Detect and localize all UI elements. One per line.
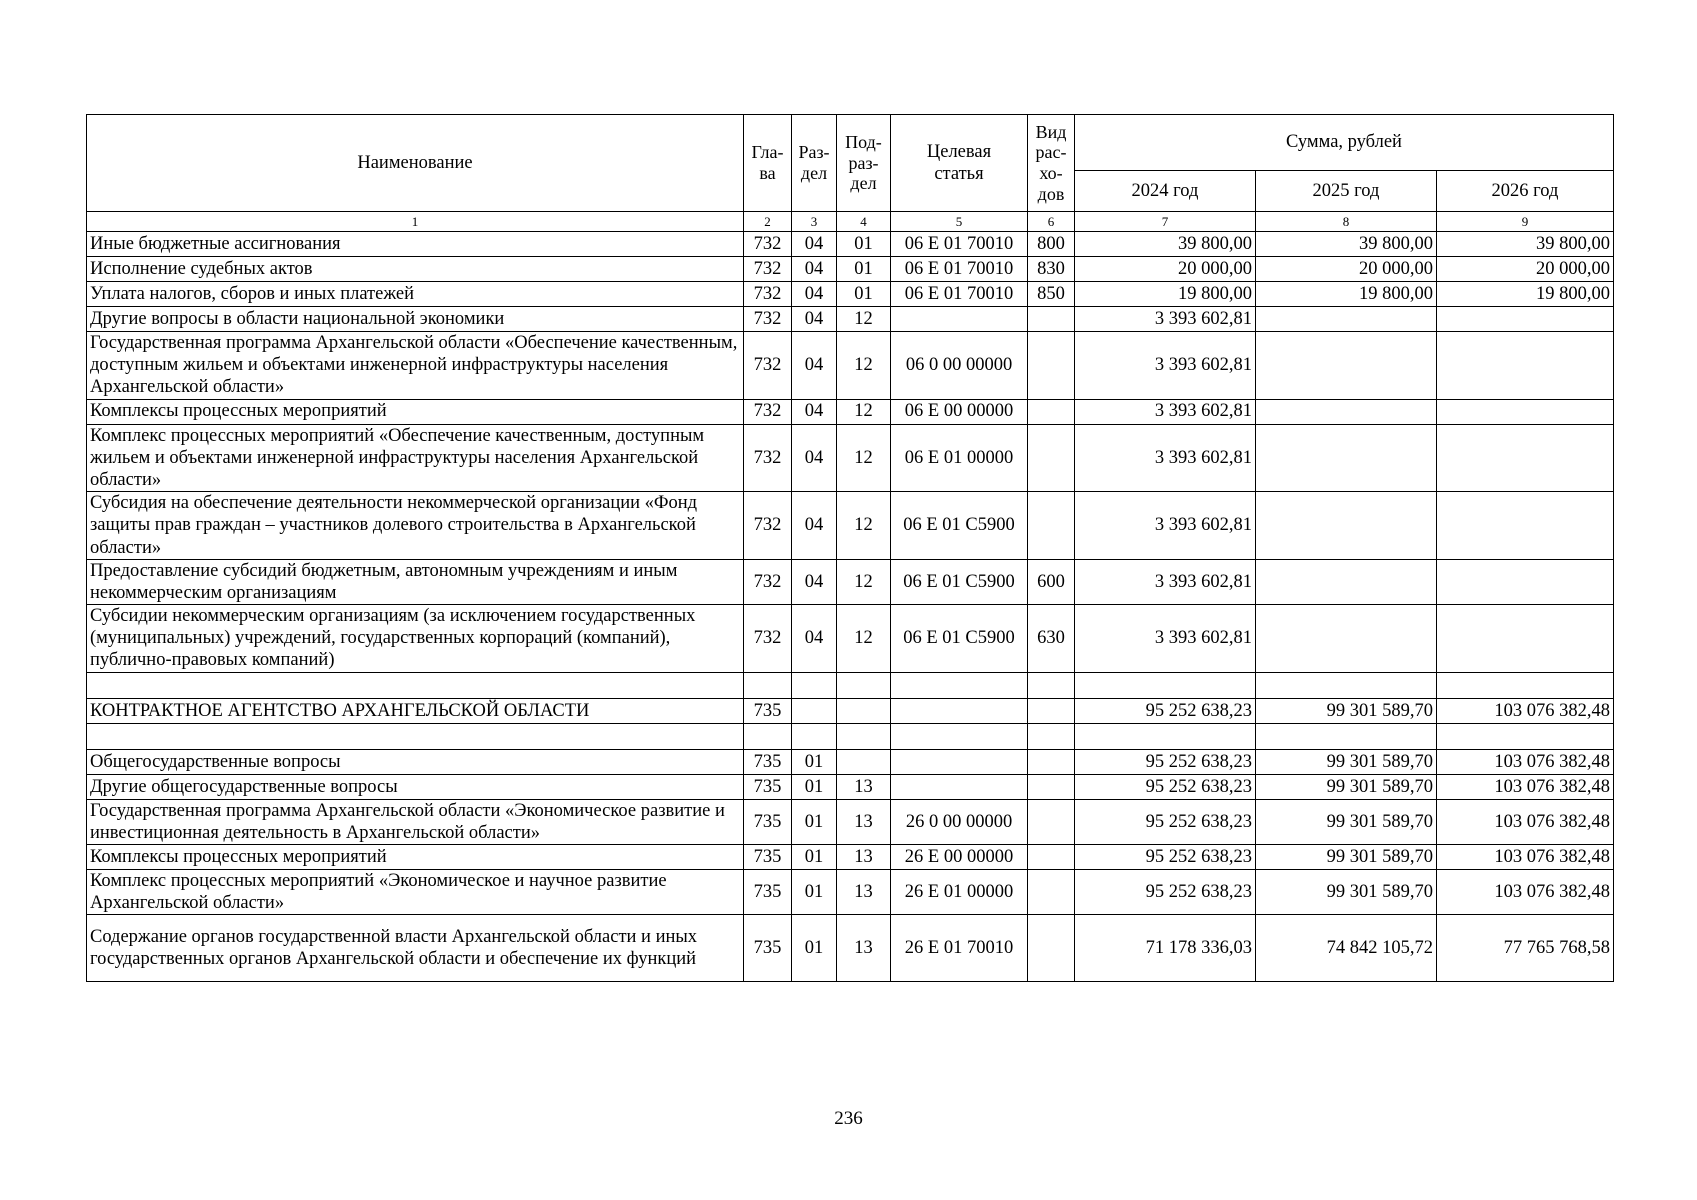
cell-subsection: 01 — [837, 232, 891, 257]
cell-chapter: 735 — [744, 749, 792, 774]
cell-target-article: 06 Е 01 00000 — [891, 424, 1028, 492]
cell-subsection: 13 — [837, 870, 891, 915]
empty-cell — [1028, 723, 1075, 749]
empty-row — [87, 723, 1614, 749]
cell-expense-type — [1028, 399, 1075, 424]
table-row — [87, 870, 1614, 915]
cell-subsection: 12 — [837, 424, 891, 492]
cell-subsection: 13 — [837, 915, 891, 982]
empty-cell — [1437, 672, 1614, 698]
cell-name: Субсидия на обеспечение деятельности некоммерческой организации «Фонд защиты прав граждан – участников долевого строительства в Архангельской области» — [87, 492, 744, 560]
cell-chapter: 732 — [744, 605, 792, 673]
cell-sum-2024: 19 800,00 — [1075, 282, 1256, 307]
cell-sum-2026: 39 800,00 — [1437, 232, 1614, 257]
cell-target-article — [891, 307, 1028, 332]
cell-name: КОНТРАКТНОЕ АГЕНТСТВО АРХАНГЕЛЬСКОЙ ОБЛАСТИ — [87, 698, 744, 723]
cell-sum-2024: 3 393 602,81 — [1075, 332, 1256, 400]
cell-sum-2025: 19 800,00 — [1256, 282, 1437, 307]
cell-target-article: 06 Е 01 С5900 — [891, 492, 1028, 560]
cell-name: Государственная программа Архангельской области «Обеспечение качественным, доступным жильем и объектами инженерной инфраструктуры населения Архангельской области» — [87, 332, 744, 400]
cell-sum-2024: 71 178 336,03 — [1075, 915, 1256, 982]
column-number: 6 — [1028, 212, 1075, 232]
cell-target-article — [891, 698, 1028, 723]
cell-target-article: 26 Е 01 00000 — [891, 870, 1028, 915]
cell-target-article — [891, 774, 1028, 799]
cell-expense-type: 850 — [1028, 282, 1075, 307]
empty-cell — [837, 723, 891, 749]
cell-section: 01 — [792, 774, 837, 799]
cell-sum-2024: 3 393 602,81 — [1075, 605, 1256, 673]
cell-section: 04 — [792, 605, 837, 673]
cell-expense-type — [1028, 870, 1075, 915]
cell-expense-type: 830 — [1028, 257, 1075, 282]
cell-sum-2024: 20 000,00 — [1075, 257, 1256, 282]
cell-section: 04 — [792, 492, 837, 560]
cell-chapter: 732 — [744, 399, 792, 424]
table-row — [87, 282, 1614, 307]
cell-target-article: 06 0 00 00000 — [891, 332, 1028, 400]
cell-target-article — [891, 749, 1028, 774]
cell-chapter: 732 — [744, 307, 792, 332]
cell-sum-2025: 99 301 589,70 — [1256, 799, 1437, 844]
cell-sum-2026 — [1437, 605, 1614, 673]
table-row — [87, 232, 1614, 257]
table-row — [87, 774, 1614, 799]
cell-subsection: 12 — [837, 559, 891, 604]
cell-sum-2026: 103 076 382,48 — [1437, 749, 1614, 774]
table-row — [87, 492, 1614, 560]
cell-target-article: 06 Е 01 70010 — [891, 282, 1028, 307]
cell-sum-2025 — [1256, 399, 1437, 424]
cell-target-article: 06 Е 01 С5900 — [891, 605, 1028, 673]
cell-sum-2025 — [1256, 424, 1437, 492]
cell-section — [792, 698, 837, 723]
cell-subsection: 12 — [837, 307, 891, 332]
header-year-2026: 2026 год — [1437, 171, 1614, 212]
column-number: 2 — [744, 212, 792, 232]
empty-cell — [1256, 672, 1437, 698]
cell-name: Общегосударственные вопросы — [87, 749, 744, 774]
header-section: Раз- дел — [792, 115, 837, 212]
cell-name: Другие общегосударственные вопросы — [87, 774, 744, 799]
cell-expense-type: 600 — [1028, 559, 1075, 604]
cell-subsection: 13 — [837, 845, 891, 870]
cell-sum-2024: 3 393 602,81 — [1075, 424, 1256, 492]
column-number: 9 — [1437, 212, 1614, 232]
table-row — [87, 399, 1614, 424]
empty-cell — [1075, 672, 1256, 698]
empty-cell — [792, 723, 837, 749]
cell-sum-2024: 3 393 602,81 — [1075, 559, 1256, 604]
cell-sum-2024: 95 252 638,23 — [1075, 749, 1256, 774]
cell-chapter: 732 — [744, 282, 792, 307]
cell-sum-2025 — [1256, 492, 1437, 560]
cell-chapter: 735 — [744, 915, 792, 982]
cell-sum-2024: 3 393 602,81 — [1075, 492, 1256, 560]
cell-subsection: 01 — [837, 257, 891, 282]
cell-section: 04 — [792, 232, 837, 257]
cell-section: 01 — [792, 915, 837, 982]
cell-subsection: 12 — [837, 332, 891, 400]
table-row — [87, 307, 1614, 332]
column-number: 5 — [891, 212, 1028, 232]
cell-sum-2025: 20 000,00 — [1256, 257, 1437, 282]
cell-section: 04 — [792, 399, 837, 424]
empty-cell — [837, 672, 891, 698]
cell-target-article: 26 Е 00 00000 — [891, 845, 1028, 870]
cell-target-article: 26 Е 01 70010 — [891, 915, 1028, 982]
header-chapter: Гла- ва — [744, 115, 792, 212]
header-name: Наименование — [87, 115, 744, 212]
cell-sum-2026: 103 076 382,48 — [1437, 870, 1614, 915]
table-row — [87, 915, 1614, 982]
cell-section: 01 — [792, 749, 837, 774]
empty-cell — [1256, 723, 1437, 749]
cell-subsection: 13 — [837, 774, 891, 799]
cell-section: 01 — [792, 799, 837, 844]
cell-name: Уплата налогов, сборов и иных платежей — [87, 282, 744, 307]
table-row — [87, 424, 1614, 492]
cell-section: 04 — [792, 282, 837, 307]
cell-expense-type: 800 — [1028, 232, 1075, 257]
cell-sum-2026: 19 800,00 — [1437, 282, 1614, 307]
cell-expense-type: 630 — [1028, 605, 1075, 673]
cell-section: 01 — [792, 870, 837, 915]
cell-subsection: 12 — [837, 399, 891, 424]
cell-name: Комплекс процессных мероприятий «Экономическое и научное развитие Архангельской области» — [87, 870, 744, 915]
cell-sum-2024: 95 252 638,23 — [1075, 698, 1256, 723]
cell-sum-2026 — [1437, 332, 1614, 400]
column-number: 8 — [1256, 212, 1437, 232]
empty-cell — [744, 672, 792, 698]
cell-subsection — [837, 698, 891, 723]
cell-name: Содержание органов государственной власти Архангельской области и иных государственных органов Архангельской области и обеспечение их функций — [87, 915, 744, 982]
cell-sum-2025: 99 301 589,70 — [1256, 845, 1437, 870]
empty-cell — [1075, 723, 1256, 749]
cell-target-article: 06 Е 01 70010 — [891, 232, 1028, 257]
page-number: 236 — [834, 1108, 863, 1129]
empty-cell — [891, 672, 1028, 698]
cell-target-article: 06 Е 01 С5900 — [891, 559, 1028, 604]
cell-expense-type — [1028, 915, 1075, 982]
cell-target-article: 06 Е 01 70010 — [891, 257, 1028, 282]
cell-chapter: 732 — [744, 232, 792, 257]
cell-sum-2024: 39 800,00 — [1075, 232, 1256, 257]
cell-name: Другие вопросы в области национальной экономики — [87, 307, 744, 332]
cell-chapter: 735 — [744, 799, 792, 844]
cell-sum-2025: 39 800,00 — [1256, 232, 1437, 257]
cell-sum-2025: 99 301 589,70 — [1256, 774, 1437, 799]
cell-expense-type — [1028, 749, 1075, 774]
cell-sum-2024: 95 252 638,23 — [1075, 799, 1256, 844]
cell-section: 04 — [792, 559, 837, 604]
cell-sum-2025 — [1256, 559, 1437, 604]
cell-sum-2026: 103 076 382,48 — [1437, 774, 1614, 799]
budget-table — [86, 114, 1614, 982]
column-number: 1 — [87, 212, 744, 232]
cell-sum-2026 — [1437, 307, 1614, 332]
cell-name: Иные бюджетные ассигнования — [87, 232, 744, 257]
cell-name: Государственная программа Архангельской области «Экономическое развитие и инвестиционная деятельность в Архангельской области» — [87, 799, 744, 844]
header-expense-type: Вид рас- хо- дов — [1028, 115, 1075, 212]
cell-subsection: 12 — [837, 605, 891, 673]
cell-expense-type — [1028, 424, 1075, 492]
cell-section: 04 — [792, 424, 837, 492]
cell-expense-type — [1028, 799, 1075, 844]
cell-expense-type — [1028, 307, 1075, 332]
cell-sum-2026: 103 076 382,48 — [1437, 799, 1614, 844]
cell-chapter: 735 — [744, 698, 792, 723]
cell-target-article: 26 0 00 00000 — [891, 799, 1028, 844]
cell-section: 04 — [792, 307, 837, 332]
cell-sum-2026: 77 765 768,58 — [1437, 915, 1614, 982]
cell-subsection — [837, 749, 891, 774]
header-year-2024: 2024 год — [1075, 171, 1256, 212]
cell-expense-type — [1028, 845, 1075, 870]
cell-sum-2024: 95 252 638,23 — [1075, 870, 1256, 915]
cell-chapter: 732 — [744, 492, 792, 560]
cell-sum-2024: 95 252 638,23 — [1075, 774, 1256, 799]
cell-section: 04 — [792, 332, 837, 400]
cell-expense-type — [1028, 774, 1075, 799]
header-subsection: Под- раз- дел — [837, 115, 891, 212]
cell-subsection: 12 — [837, 492, 891, 560]
empty-cell — [87, 672, 744, 698]
cell-name: Предоставление субсидий бюджетным, автономным учреждениям и иным некоммерческим организациям — [87, 559, 744, 604]
table-row — [87, 698, 1614, 723]
cell-expense-type — [1028, 698, 1075, 723]
column-number-row — [87, 212, 1614, 232]
header-target-article: Целевая статья — [891, 115, 1028, 212]
cell-name: Субсидии некоммерческим организациям (за исключением государственных (муниципальных) учреждений, государственных корпораций (компаний), публично-правовых компаний) — [87, 605, 744, 673]
cell-sum-2025: 99 301 589,70 — [1256, 870, 1437, 915]
empty-cell — [792, 672, 837, 698]
cell-chapter: 735 — [744, 845, 792, 870]
cell-sum-2026 — [1437, 424, 1614, 492]
cell-subsection: 01 — [837, 282, 891, 307]
cell-sum-2025 — [1256, 332, 1437, 400]
cell-chapter: 732 — [744, 332, 792, 400]
table-row — [87, 845, 1614, 870]
empty-cell — [1437, 723, 1614, 749]
table-row — [87, 799, 1614, 844]
cell-name: Исполнение судебных актов — [87, 257, 744, 282]
empty-row — [87, 672, 1614, 698]
cell-sum-2026: 20 000,00 — [1437, 257, 1614, 282]
empty-cell — [1028, 672, 1075, 698]
cell-sum-2024: 3 393 602,81 — [1075, 307, 1256, 332]
table-row — [87, 332, 1614, 400]
cell-name: Комплексы процессных мероприятий — [87, 399, 744, 424]
cell-expense-type — [1028, 492, 1075, 560]
cell-section: 04 — [792, 257, 837, 282]
empty-cell — [891, 723, 1028, 749]
cell-chapter: 732 — [744, 424, 792, 492]
cell-sum-2025 — [1256, 605, 1437, 673]
cell-sum-2026 — [1437, 492, 1614, 560]
cell-sum-2026: 103 076 382,48 — [1437, 698, 1614, 723]
cell-sum-2025: 99 301 589,70 — [1256, 749, 1437, 774]
table-row — [87, 749, 1614, 774]
column-number: 3 — [792, 212, 837, 232]
empty-cell — [87, 723, 744, 749]
cell-sum-2026: 103 076 382,48 — [1437, 845, 1614, 870]
column-number: 7 — [1075, 212, 1256, 232]
cell-sum-2026 — [1437, 399, 1614, 424]
cell-sum-2024: 95 252 638,23 — [1075, 845, 1256, 870]
empty-cell — [744, 723, 792, 749]
cell-name: Комплекс процессных мероприятий «Обеспечение качественным, доступным жильем и объектами инженерной инфраструктуры населения Архангельской области» — [87, 424, 744, 492]
cell-sum-2025: 99 301 589,70 — [1256, 698, 1437, 723]
table-row — [87, 257, 1614, 282]
header-sum-group: Сумма, рублей — [1075, 115, 1614, 171]
cell-expense-type — [1028, 332, 1075, 400]
table-row — [87, 559, 1614, 604]
cell-chapter: 732 — [744, 257, 792, 282]
cell-sum-2025 — [1256, 307, 1437, 332]
column-number: 4 — [837, 212, 891, 232]
cell-sum-2026 — [1437, 559, 1614, 604]
cell-chapter: 735 — [744, 870, 792, 915]
cell-chapter: 732 — [744, 559, 792, 604]
header-row — [87, 115, 1614, 171]
cell-target-article: 06 Е 00 00000 — [891, 399, 1028, 424]
cell-chapter: 735 — [744, 774, 792, 799]
cell-sum-2025: 74 842 105,72 — [1256, 915, 1437, 982]
cell-section: 01 — [792, 845, 837, 870]
cell-subsection: 13 — [837, 799, 891, 844]
header-year-2025: 2025 год — [1256, 171, 1437, 212]
cell-sum-2024: 3 393 602,81 — [1075, 399, 1256, 424]
table-row — [87, 605, 1614, 673]
cell-name: Комплексы процессных мероприятий — [87, 845, 744, 870]
